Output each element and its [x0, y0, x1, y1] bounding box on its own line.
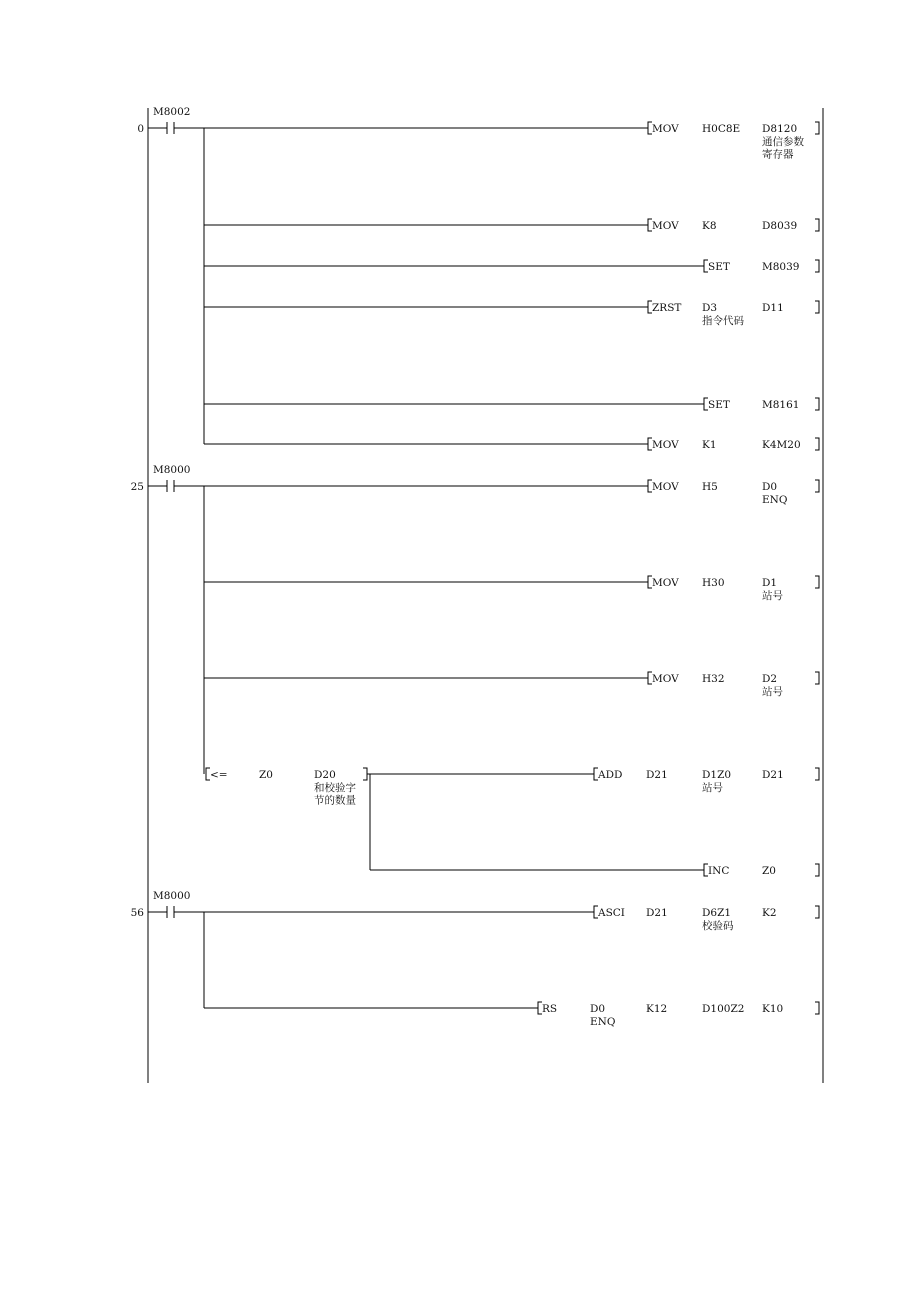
operand-comment: 站号 [762, 686, 783, 698]
operand-comment: ENQ [762, 494, 788, 506]
compare-operand: Z0 [259, 769, 273, 781]
instruction-close-bracket [815, 260, 819, 272]
instruction-operand: D0 [590, 1003, 606, 1015]
instruction-close-bracket [815, 768, 819, 780]
instruction-opcode: RS [542, 1003, 558, 1015]
instruction-operand: H5 [702, 481, 718, 493]
instruction-operand: D3 [702, 302, 718, 314]
instruction-operand: D21 [646, 907, 668, 919]
instruction-close-bracket [815, 672, 819, 684]
instruction-close-bracket [815, 864, 819, 876]
instruction-operand: D21 [762, 769, 784, 781]
instruction-operand: D0 [762, 481, 778, 493]
instruction-operand: D8039 [762, 220, 798, 232]
instruction-opcode: SET [708, 399, 730, 411]
instruction-close-bracket [815, 219, 819, 231]
instruction-close-bracket [815, 122, 819, 134]
instruction-operand: H30 [702, 577, 725, 589]
step-number: 56 [130, 907, 144, 919]
compare-operand: D20 [314, 769, 336, 781]
instruction-opcode: ADD [598, 769, 623, 781]
instruction-operand: K8 [702, 220, 717, 232]
operand-comment: 站号 [702, 782, 723, 794]
instruction-close-bracket [815, 576, 819, 588]
instruction-opcode: SET [708, 261, 730, 273]
instruction-operand: D8120 [762, 123, 798, 135]
compare-operator: <= [210, 769, 228, 781]
instruction-operand: K4M20 [762, 439, 801, 451]
instruction-opcode: MOV [652, 220, 679, 232]
contact-label: M8000 [153, 890, 191, 902]
instruction-operand: K1 [702, 439, 717, 451]
instruction-operand: H32 [702, 673, 725, 685]
instruction-close-bracket [815, 398, 819, 410]
instruction-operand: Z0 [762, 865, 776, 877]
operand-comment: 校验码 [702, 920, 734, 932]
instruction-opcode: MOV [652, 123, 679, 135]
operand-comment: 通信参数 [762, 136, 804, 148]
operand-comment: ENQ [590, 1016, 616, 1028]
instruction-operand: D21 [646, 769, 668, 781]
instruction-opcode: MOV [652, 439, 679, 451]
operand-comment-line2: 寄存器 [762, 148, 794, 161]
operand-comment: 站号 [762, 590, 783, 602]
instruction-operand: D11 [762, 302, 784, 314]
instruction-close-bracket [815, 1002, 819, 1014]
instruction-operand: D2 [762, 673, 778, 685]
compare-comment-line2: 节的数量 [314, 794, 356, 807]
operand-comment: 指令代码 [702, 315, 744, 327]
compare-close-bracket [363, 768, 367, 780]
instruction-opcode: ASCI [598, 907, 625, 919]
instruction-operand: D6Z1 [702, 907, 732, 919]
contact-label: M8000 [153, 464, 191, 476]
instruction-close-bracket [815, 906, 819, 918]
instruction-operand: K12 [646, 1003, 668, 1015]
compare-comment: 和校验字 [314, 782, 356, 794]
instruction-operand: D1Z0 [702, 769, 732, 781]
instruction-operand: D100Z2 [702, 1003, 745, 1015]
instruction-operand: M8161 [762, 399, 800, 411]
instruction-opcode: MOV [652, 577, 679, 589]
instruction-close-bracket [815, 438, 819, 450]
instruction-opcode: MOV [652, 481, 679, 493]
instruction-close-bracket [815, 480, 819, 492]
step-number: 25 [130, 481, 144, 493]
step-number: 0 [137, 123, 144, 135]
instruction-operand: M8039 [762, 261, 800, 273]
instruction-operand: K2 [762, 907, 777, 919]
instruction-operand: K10 [762, 1003, 784, 1015]
instruction-close-bracket [815, 301, 819, 313]
instruction-operand: D1 [762, 577, 778, 589]
instruction-opcode: INC [708, 865, 730, 877]
contact-label: M8002 [153, 106, 191, 118]
instruction-opcode: MOV [652, 673, 679, 685]
instruction-operand: H0C8E [702, 123, 741, 135]
instruction-opcode: ZRST [652, 302, 682, 314]
